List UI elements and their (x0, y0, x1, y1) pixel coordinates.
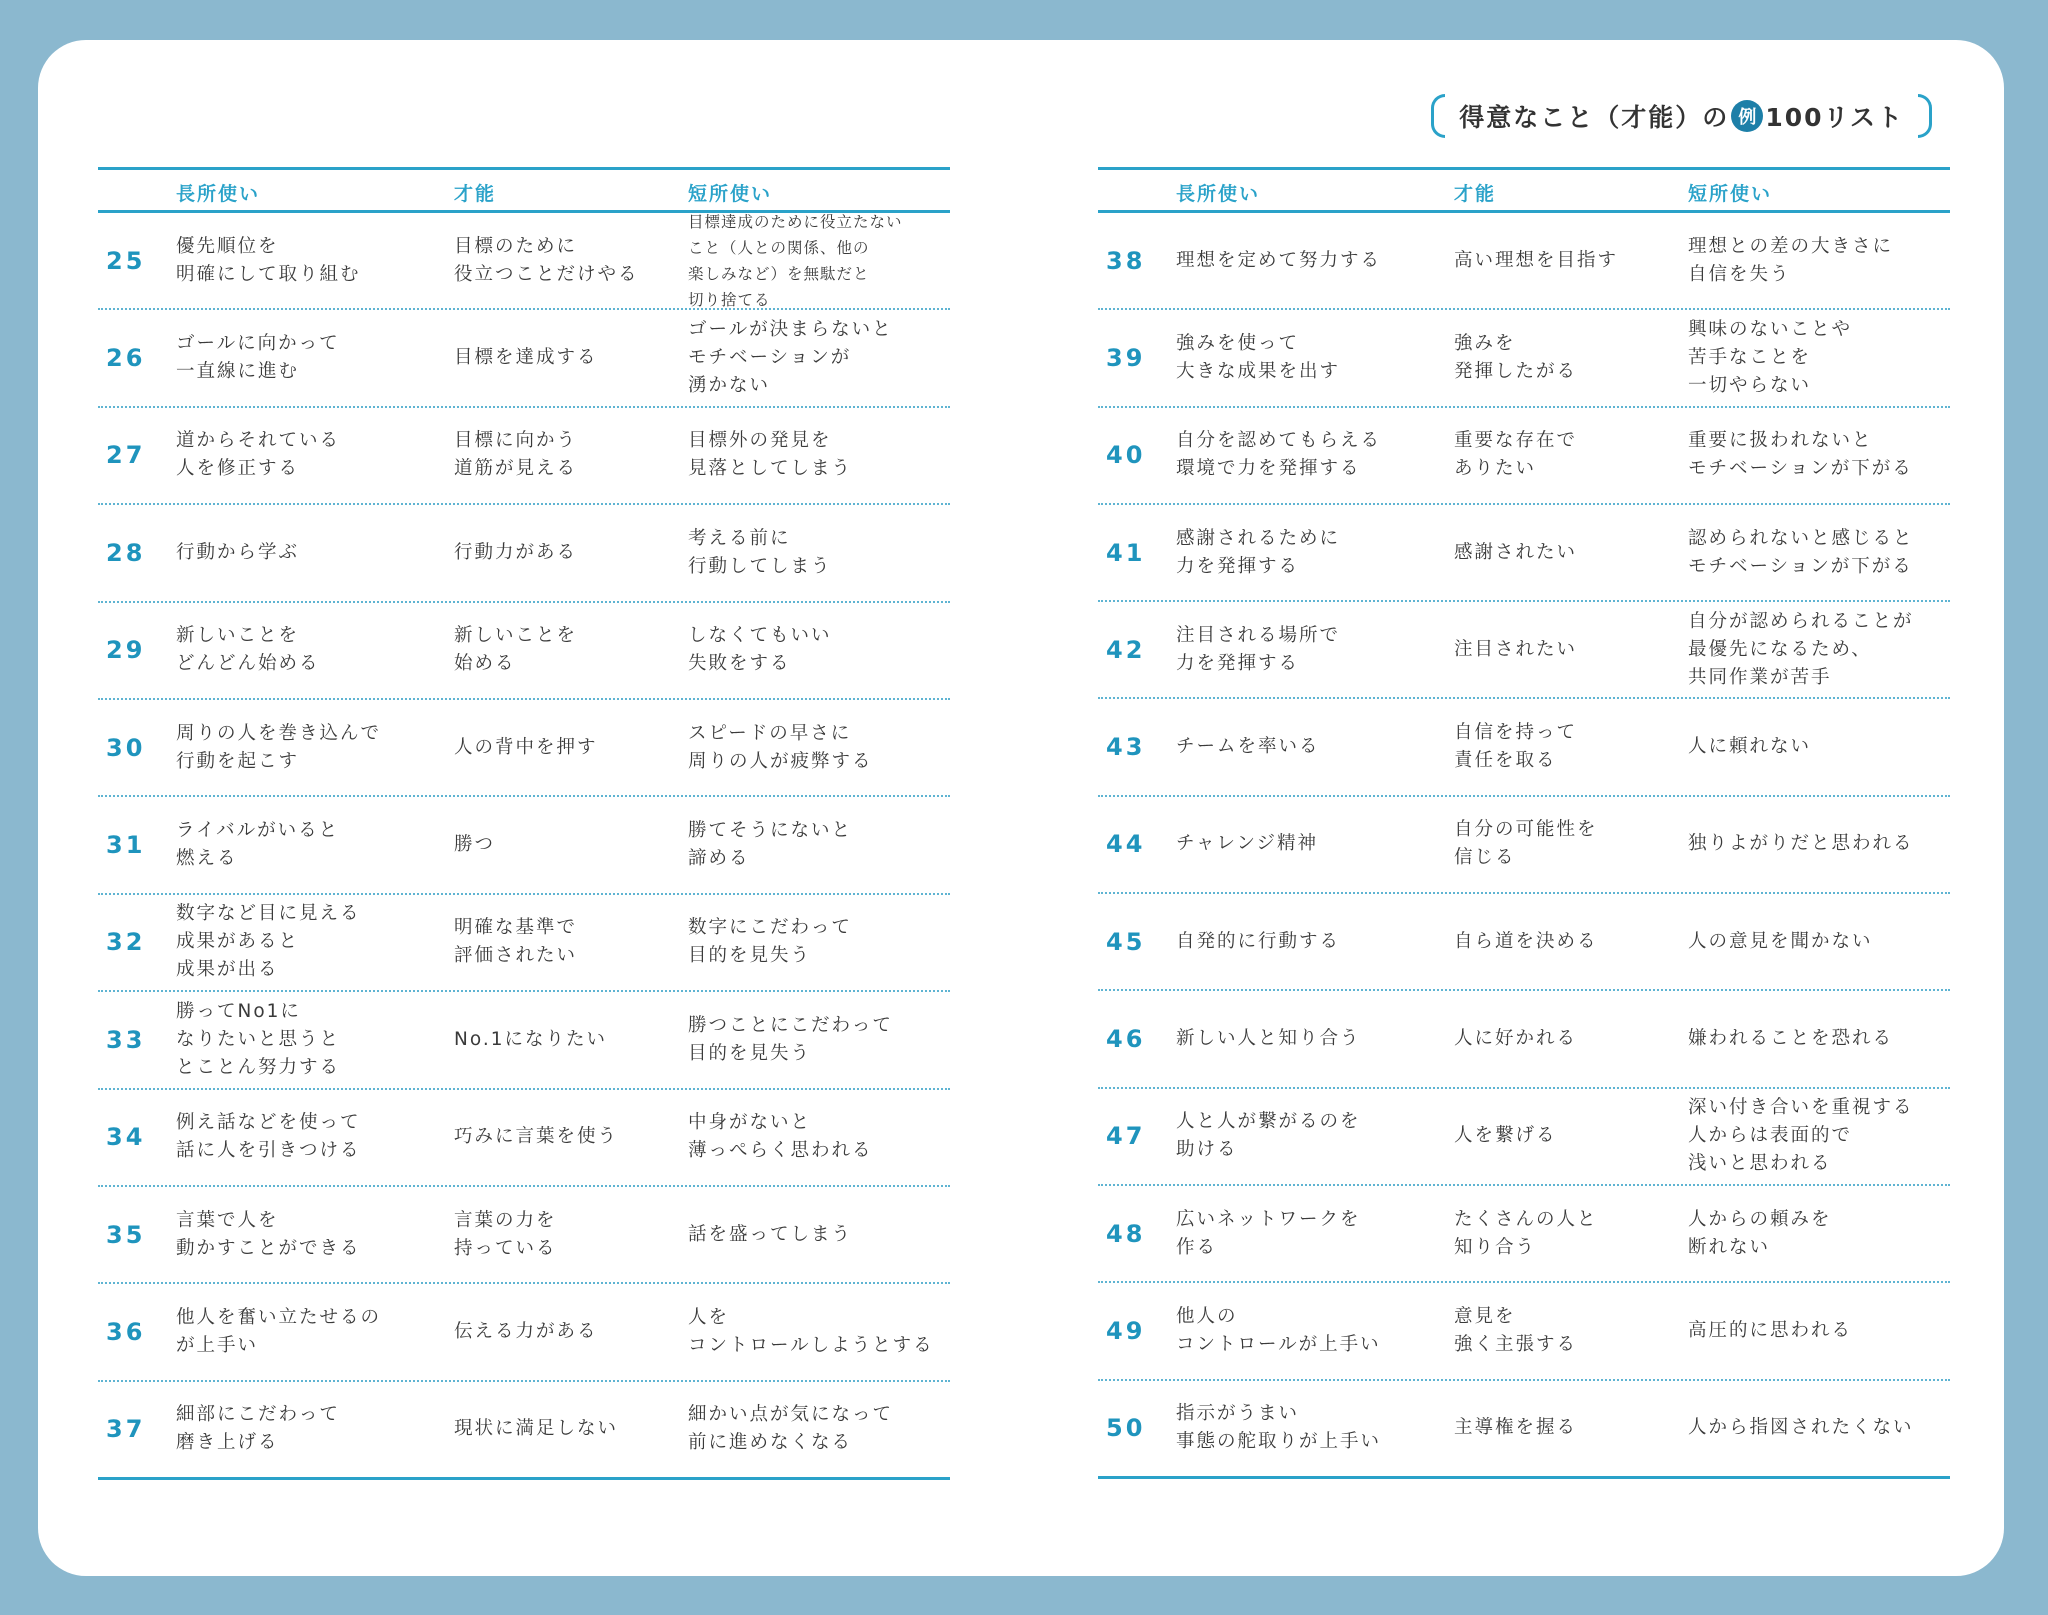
talent-cell: 高い理想を目指す (1454, 249, 1619, 271)
table-row (1098, 1283, 1950, 1380)
row-number: 28 (106, 538, 146, 567)
example-badge: 例 (1731, 100, 1763, 132)
weakness-cell: 人からの頼みを 断れない (1688, 1208, 1832, 1258)
talent-cell: 目標のために 役立つことだけやる (454, 235, 639, 285)
talent-cell: 人を繋げる (1454, 1125, 1557, 1147)
talent-cell: 現状に満足しない (454, 1418, 619, 1440)
header-strength: 長所使い (1176, 183, 1261, 205)
row-number: 47 (1106, 1122, 1146, 1151)
row-number: 49 (1106, 1316, 1146, 1345)
table-row (1098, 213, 1950, 310)
talent-cell: 意見を 強く主張する (1454, 1305, 1578, 1355)
table-header (98, 170, 950, 213)
row-number: 36 (106, 1317, 146, 1346)
talent-cell: 注目されたい (1454, 638, 1578, 660)
strength-cell: 人と人が繋がるのを 助ける (1176, 1111, 1361, 1161)
talent-cell: 明確な基準で 評価されたい (454, 917, 578, 967)
row-number: 40 (1106, 441, 1146, 470)
row-number: 27 (106, 441, 146, 470)
weakness-cell: 嫌われることを恐れる (1688, 1028, 1894, 1050)
strength-cell: 広いネットワークを 作る (1176, 1208, 1361, 1258)
row-number: 29 (106, 636, 146, 665)
table-row (98, 213, 950, 310)
title-text-before: 得意なこと（才能）の (1459, 103, 1730, 132)
table-row (98, 895, 950, 992)
table-row (98, 1187, 950, 1284)
table-header (1098, 170, 1950, 213)
table-row (1098, 310, 1950, 407)
row-number: 38 (1106, 246, 1146, 275)
strength-cell: 行動から学ぶ (176, 541, 300, 563)
header-talent: 才能 (1454, 183, 1497, 205)
row-number: 34 (106, 1123, 146, 1152)
weakness-cell: 中身がないと 薄っぺらく思われる (688, 1112, 873, 1162)
table-row (98, 1090, 950, 1187)
table-row (1098, 1089, 1950, 1186)
row-number: 44 (1106, 830, 1146, 859)
strength-cell: ゴールに向かって 一直線に進む (176, 333, 340, 383)
talent-cell: 自分の可能性を 信じる (1454, 819, 1598, 869)
weakness-cell: 話を盛ってしまう (688, 1223, 853, 1245)
table-row (1098, 1381, 1950, 1476)
table-row (1098, 797, 1950, 894)
talent-cell: 行動力がある (454, 541, 578, 563)
talent-cell: 重要な存在で ありたい (1454, 430, 1578, 480)
strength-cell: 優先順位を 明確にして取り組む (176, 235, 361, 285)
weakness-cell: 興味のないことや 苦手なことを 一切やらない (1688, 318, 1853, 396)
row-number: 31 (106, 831, 146, 860)
talent-cell: No.1になりたい (454, 1028, 607, 1050)
table-row (98, 505, 950, 602)
strength-cell: 他人の コントロールが上手い (1176, 1305, 1381, 1355)
strength-cell: 自分を認めてもらえる 環境で力を発揮する (1176, 430, 1382, 480)
row-number: 37 (106, 1415, 146, 1444)
weakness-cell: 人を コントロールしようとする (688, 1306, 934, 1356)
table-row (1098, 602, 1950, 699)
strength-cell: 勝ってNo1に なりたいと思うと とことん努力する (176, 1000, 341, 1078)
weakness-cell: 人に頼れない (1688, 736, 1812, 758)
row-number: 50 (1106, 1414, 1146, 1443)
talent-cell: 強みを 発揮したがる (1454, 332, 1578, 382)
weakness-cell: 人から指図されたくない (1688, 1417, 1914, 1439)
table-row (1098, 991, 1950, 1088)
row-number: 48 (1106, 1219, 1146, 1248)
weakness-cell: スピードの早さに 周りの人が疲弊する (688, 722, 873, 772)
strength-cell: 他人を奮い立たせるの が上手い (176, 1306, 382, 1356)
title-bracket-right (1918, 94, 1932, 138)
weakness-cell: 独りよがりだと思われる (1688, 833, 1914, 855)
table-row (1098, 1186, 1950, 1283)
strength-cell: 道からそれている 人を修正する (176, 430, 341, 480)
talent-cell: 主導権を握る (1454, 1417, 1578, 1439)
row-number: 42 (1106, 635, 1146, 664)
strength-cell: 周りの人を巻き込んで 行動を起こす (176, 722, 382, 772)
strength-cell: 指示がうまい 事態の舵取りが上手い (1176, 1403, 1382, 1453)
book-spread (38, 40, 2004, 1576)
strength-cell: 細部にこだわって 磨き上げる (176, 1404, 340, 1454)
row-number: 33 (106, 1025, 146, 1054)
strength-cell: 言葉で人を 動かすことができる (176, 1209, 361, 1259)
talent-cell: 人の背中を押す (454, 736, 598, 758)
header-strength: 長所使い (176, 183, 261, 205)
strength-cell: 新しいことを どんどん始める (176, 625, 320, 675)
row-number: 25 (106, 246, 146, 275)
table-row (98, 603, 950, 700)
weakness-cell: 認められないと感じると モチベーションが下がる (1688, 527, 1914, 577)
table-row (98, 700, 950, 797)
header-talent: 才能 (454, 183, 497, 205)
row-number: 41 (1106, 538, 1146, 567)
table-row (1098, 894, 1950, 991)
table-row (1098, 505, 1950, 602)
weakness-cell: 深い付き合いを重視する 人からは表面的で 浅いと思われる (1688, 1097, 1914, 1175)
strength-cell: 例え話などを使って 話に人を引きつける (176, 1112, 361, 1162)
weakness-cell: 理想との差の大きさに 自信を失う (1688, 235, 1894, 285)
strength-cell: 注目される場所で 力を発揮する (1176, 624, 1341, 674)
strength-cell: 自発的に行動する (1176, 930, 1341, 952)
table-row (98, 797, 950, 894)
talent-cell: 新しいことを 始める (454, 625, 578, 675)
talent-table-left (98, 167, 950, 1480)
strength-cell: 感謝されるために 力を発揮する (1176, 527, 1341, 577)
talent-cell: 自信を持って 責任を取る (1454, 722, 1578, 772)
strength-cell: 理想を定めて努力する (1176, 249, 1382, 271)
strength-cell: チームを率いる (1176, 736, 1320, 758)
page-title (1431, 94, 1932, 138)
row-number: 35 (106, 1220, 146, 1249)
table-row (1098, 699, 1950, 796)
strength-cell: 新しい人と知り合う (1176, 1028, 1361, 1050)
title-text-after: 100リスト (1765, 103, 1904, 132)
table-row (98, 408, 950, 505)
talent-cell: 目標に向かう 道筋が見える (454, 430, 578, 480)
table-row (1098, 408, 1950, 505)
row-number: 45 (1106, 927, 1146, 956)
weakness-cell: 数字にこだわって 目的を見失う (688, 917, 852, 967)
header-weakness: 短所使い (688, 183, 773, 205)
row-number: 46 (1106, 1025, 1146, 1054)
weakness-cell: 高圧的に思われる (1688, 1319, 1853, 1341)
strength-cell: ライバルがいると 燃える (176, 820, 340, 870)
talent-cell: 自ら道を決める (1454, 930, 1598, 952)
row-number: 39 (1106, 343, 1146, 372)
row-number: 26 (106, 344, 146, 373)
weakness-cell: しなくてもいい 失敗をする (688, 625, 832, 675)
title-bracket-left (1431, 94, 1445, 138)
weakness-cell: 細かい点が気になって 前に進めなくなる (688, 1404, 894, 1454)
header-weakness: 短所使い (1688, 183, 1773, 205)
talent-cell: 目標を達成する (454, 347, 598, 369)
table-row (98, 992, 950, 1089)
talent-cell: 感謝されたい (1454, 541, 1578, 563)
weakness-cell: 考える前に 行動してしまう (688, 527, 832, 577)
row-number: 43 (1106, 733, 1146, 762)
weakness-cell: 目標達成のために役立たない こと（人との関係、他の 楽しみなど）を無駄だと 切り捨てる (688, 212, 903, 309)
strength-cell: 強みを使って 大きな成果を出す (1176, 332, 1341, 382)
talent-table-right (1098, 167, 1950, 1479)
talent-cell: 巧みに言葉を使う (454, 1126, 619, 1148)
strength-cell: 数字など目に見える 成果があると 成果が出る (176, 903, 361, 981)
row-number: 32 (106, 928, 146, 957)
weakness-cell: 自分が認められることが 最優先になるため、 共同作業が苦手 (1688, 610, 1914, 688)
talent-cell: 人に好かれる (1454, 1028, 1578, 1050)
weakness-cell: 勝つことにこだわって 目的を見失う (688, 1014, 893, 1064)
talent-cell: 勝つ (454, 834, 496, 856)
talent-cell: 伝える力がある (454, 1320, 598, 1342)
talent-cell: 言葉の力を 持っている (454, 1209, 557, 1259)
talent-cell: たくさんの人と 知り合う (1454, 1208, 1598, 1258)
weakness-cell: 目標外の発見を 見落としてしまう (688, 430, 853, 480)
weakness-cell: 勝てそうにないと 諦める (688, 820, 853, 870)
strength-cell: チャレンジ精神 (1176, 833, 1319, 855)
weakness-cell: ゴールが決まらないと モチベーションが 湧かない (688, 319, 893, 397)
weakness-cell: 人の意見を聞かない (1688, 930, 1873, 952)
table-row (98, 310, 950, 407)
table-row (98, 1382, 950, 1477)
row-number: 30 (106, 733, 146, 762)
weakness-cell: 重要に扱われないと モチベーションが下がる (1688, 430, 1913, 480)
table-row (98, 1284, 950, 1381)
